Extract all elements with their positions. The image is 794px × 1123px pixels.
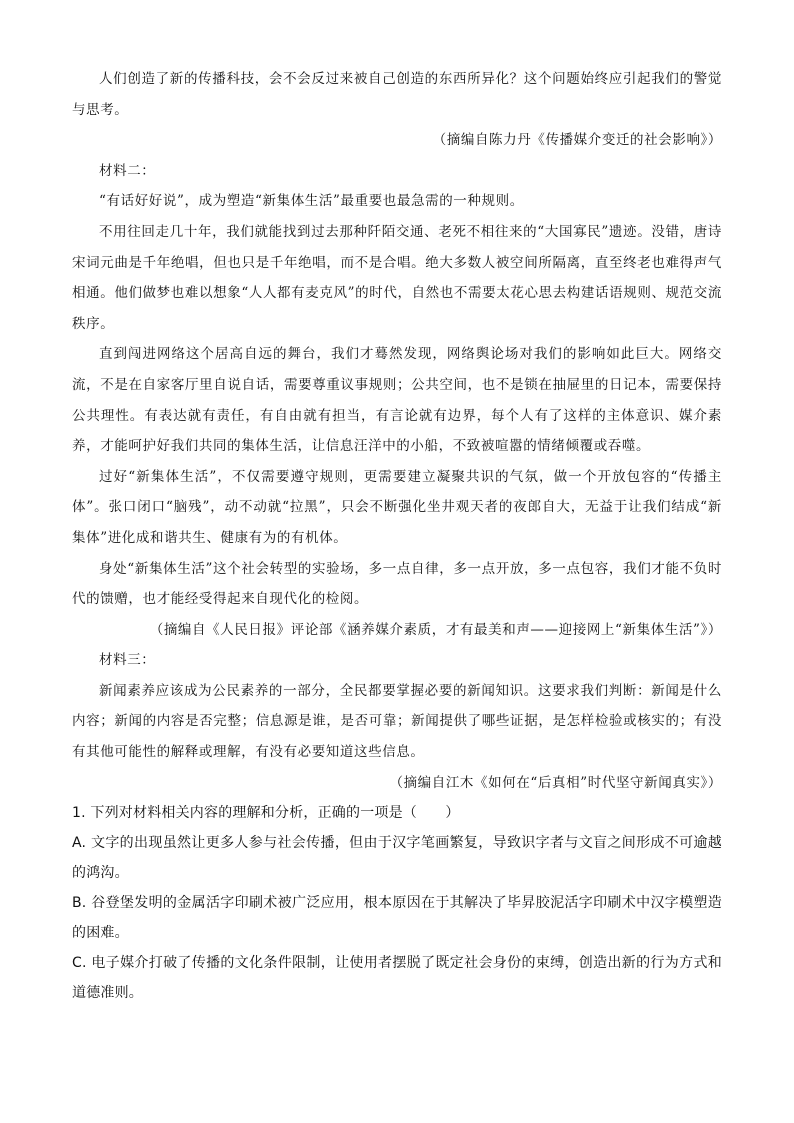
document-page bbox=[72, 64, 722, 1008]
question-1-option-b: B. 谷登堡发明的金属活字印刷术被广泛应用，根本原因在于其解决了毕昇胶泥活字印刷术中汉字模塑造的困难。 bbox=[72, 895, 722, 942]
question-1-stem: 1. 下列对材料相关内容的理解和分析，正确的一项是（ ） bbox=[72, 805, 460, 822]
material2-paragraph-1: “有话好好说”，成为塑造“新集体生活”最重要也最急需的一种规则。 bbox=[99, 193, 524, 210]
material2-paragraph-2: 不用往回走几十年，我们就能找到过去那种阡陌交通、老死不相往来的“大国寡民”遗迹。没错，唐诗宋词元曲是千年绝唱，但也只是千年绝唱，而不是合唱。绝大多数人被空间所隔离，直至终老也难得声气相通。他们做梦也难以想象“人人都有麦克风”的时代，自然也不需要太花心思去构建话语规则、规范交流秩序。 bbox=[72, 223, 722, 332]
material2-paragraph-4: 过好“新集体生活”，不仅需要遵守规则，更需要建立凝聚共识的气氛，做一个开放包容的“传播主体”。张口闭口“脑残”，动不动就“拉黑”，只会不断强化坐井观天者的夜郎自大，无益于让我们结成“新集体”进化成和谐共生、健康有为的有机体。 bbox=[72, 468, 722, 546]
question-1-option-c: C. 电子媒介打破了传播的文化条件限制，让使用者摆脱了既定社会身份的束缚，创造出新的行为方式和道德准则。 bbox=[72, 955, 722, 1002]
material3-source: （摘编自江木《如何在“后真相”时代坚守新闻真实》） bbox=[389, 774, 722, 791]
material2-label: 材料二： bbox=[99, 162, 156, 179]
material3-label: 材料三： bbox=[99, 652, 156, 669]
question-1-option-a: A. 文字的出现虽然让更多人参与社会传播，但由于汉字笔画繁复，导致识字者与文盲之间形成不可逾越的鸿沟。 bbox=[72, 835, 722, 882]
material2-paragraph-3: 直到闯进网络这个居高自远的舞台，我们才蓦然发现，网络舆论场对我们的影响如此巨大。网络交流，不是在自家客厅里自说自话，需要尊重议事规则；公共空间，也不是锁在抽屉里的日记本，需要保持公共理性。有表达就有责任，有自由就有担当，有言论就有边界，每个人有了这样的主体意识、媒介素养，才能呵护好我们共同的集体生活，让信息汪洋中的小船，不致被喧嚣的情绪倾覆或吞噬。 bbox=[72, 346, 722, 455]
material1-source: （摘编自陈力丹《传播媒介变迁的社会影响》） bbox=[432, 132, 722, 149]
material1-closing-paragraph: 人们创造了新的传播科技，会不会反过来被自己创造的东西所异化？这个问题始终应引起我们的警觉与思考。 bbox=[72, 71, 722, 118]
material2-source: （摘编自《人民日报》评论部《涵养媒介素质，才有最美和声——迎接网上“新集体生活”》） bbox=[149, 621, 722, 638]
material3-paragraph: 新闻素养应该成为公民素养的一部分，全民都要掌握必要的新闻知识。这要求我们判断：新闻是什么内容；新闻的内容是否完整；信息源是谁，是否可靠；新闻提供了哪些证据，是怎样检验或核实的；有没有其他可能性的解释或理解，有没有必要知道这些信息。 bbox=[72, 682, 722, 761]
material2-paragraph-5: 身处“新集体生活”这个社会转型的实验场，多一点自律，多一点开放，多一点包容，我们才能不负时代的馈赠，也才能经受得起来自现代化的检阅。 bbox=[72, 560, 722, 608]
